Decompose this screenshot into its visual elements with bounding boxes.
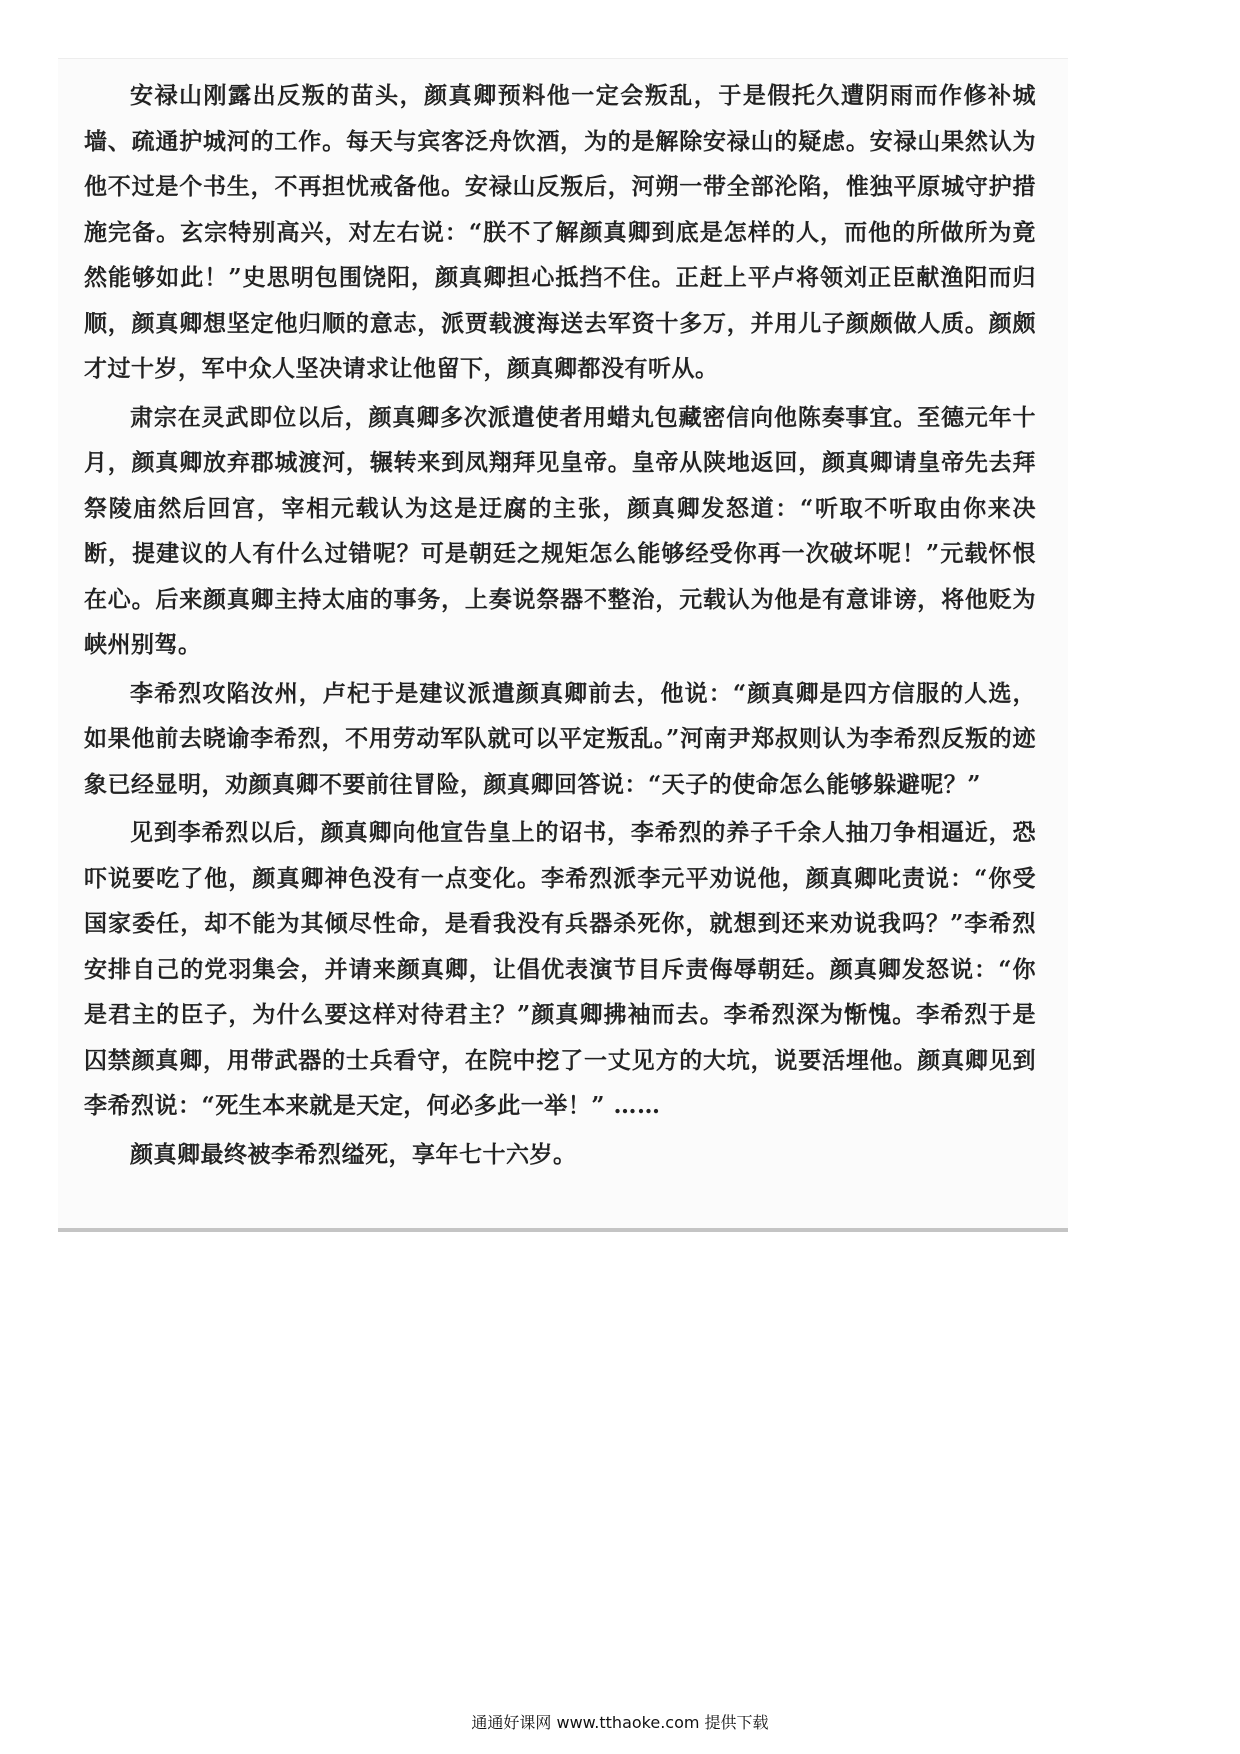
- paragraph-2: 肃宗在灵武即位以后，颜真卿多次派遣使者用蜡丸包藏密信向他陈奏事宜。至德元年十月，颜真卿放弃郡城渡河，辗转来到凤翔拜见皇帝。皇帝从陕地返回，颜真卿请皇帝先去拜祭陵庙然后回宫，宰相元载认为这是迂腐的主张，颜真卿发怒道：“听取不听取由你来决断，提建议的人有什么过错呢？可是朝廷之规矩怎么能够经受你再一次破坏呢！”元载怀恨在心。后来颜真卿主持太庙的事务，上奏说祭器不整治，元载认为他是有意诽谤，将他贬为峡州别驾。: [84, 403, 1036, 658]
- paragraph-4: 见到李希烈以后，颜真卿向他宣告皇上的诏书，李希烈的养子千余人抽刀争相逼近，恐吓说要吃了他，颜真卿神色没有一点变化。李希烈派李元平劝说他，颜真卿叱责说：“你受国家委任，却不能为其倾尽性命，是看我没有兵器杀死你，就想到还来劝说我吗？”李希烈安排自己的党羽集会，并请来颜真卿，让倡优表演节目斥责侮辱朝廷。颜真卿发怒说：“你是君主的臣子，为什么要这样对待君主？”颜真卿拂袖而去。李希烈深为惭愧。李希烈于是囚禁颜真卿，用带武器的士兵看守，在院中挖了一丈见方的大坑，说要活埋他。颜真卿见到李希烈说：“死生本来就是天定，何必多此一举！” ……: [84, 819, 1036, 1119]
- scanned-page: [58, 58, 1068, 1232]
- paragraph-1: 安禄山刚露出反叛的苗头，颜真卿预料他一定会叛乱，于是假托久遭阴雨而作修补城墙、疏通护城河的工作。每天与宾客泛舟饮酒，为的是解除安禄山的疑虑。安禄山果然认为他不过是个书生，不再担忧戒备他。安禄山反叛后，河朔一带全部沦陷，惟独平原城守护措施完备。玄宗特别高兴，对左右说：“朕不了解颜真卿到底是怎样的人，而他的所做所为竟然能够如此！”史思明包围饶阳，颜真卿担心抵挡不住。正赶上平卢将领刘正臣献渔阳而归顺，颜真卿想坚定他归顺的意志，派贾载渡海送去军资十多万，并用儿子颜颇做人质。颜颇才过十岁，军中众人坚决请求让他留下，颜真卿都没有听从。: [84, 82, 1036, 382]
- paragraph-5: 颜真卿最终被李希烈缢死，享年七十六岁。: [130, 1140, 577, 1168]
- footer-watermark-text: 通通好课网 www.tthaoke.com 提供下载: [471, 1713, 769, 1732]
- text-body: [84, 73, 1036, 1177]
- paragraph-3: 李希烈攻陷汝州，卢杞于是建议派遣颜真卿前去，他说：“颜真卿是四方信服的人选，如果他前去晓谕李希烈，不用劳动军队就可以平定叛乱。”河南尹郑叔则认为李希烈反叛的迹象已经显明，劝颜真卿不要前往冒险，颜真卿回答说：“天子的使命怎么能够躲避呢？”: [84, 679, 1036, 798]
